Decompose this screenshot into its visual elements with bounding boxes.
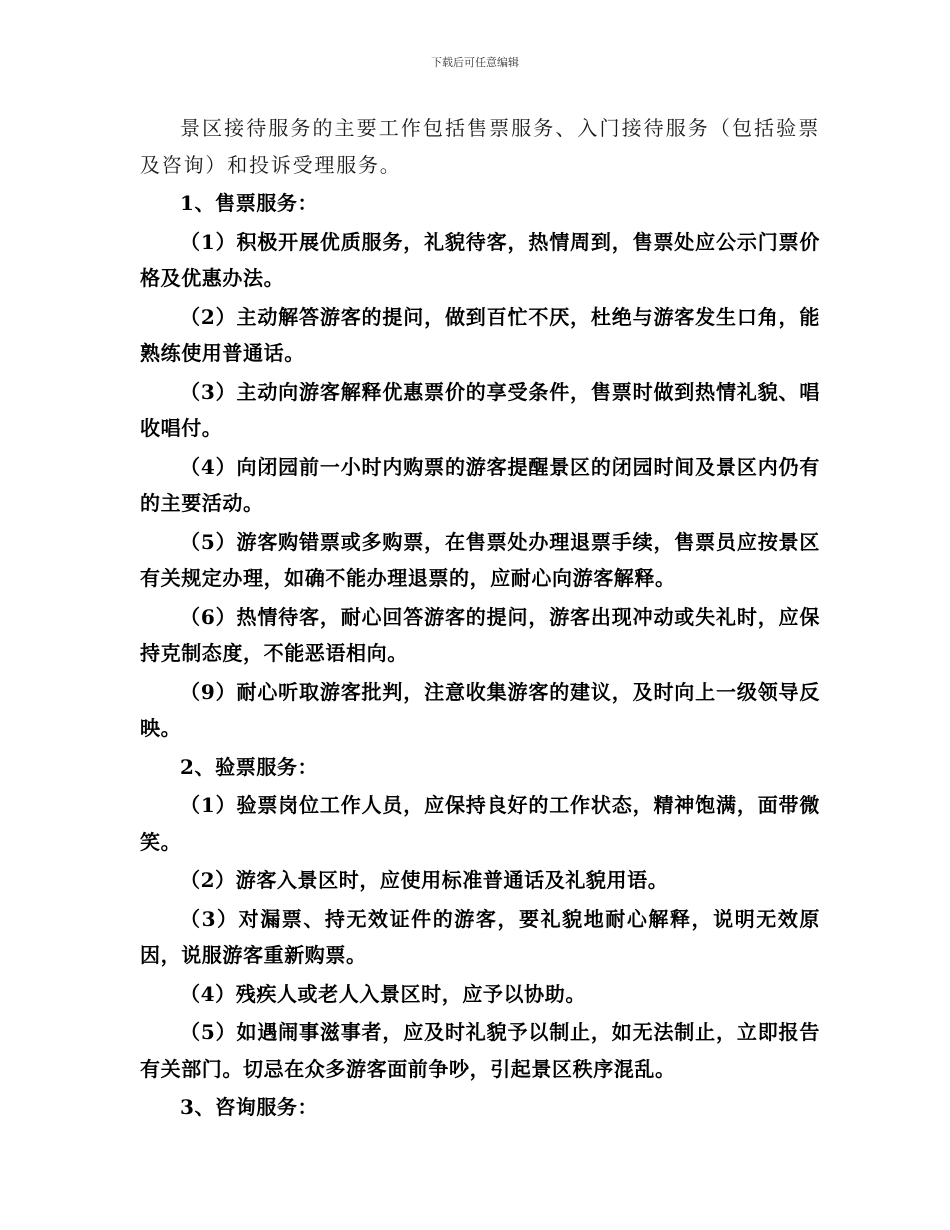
ticketing-item-2: （2）主动解答游客的提问，做到百忙不厌，杜绝与游客发生口角，能熟练使用普通话。: [140, 304, 820, 365]
ticketing-item-6: （6）热情待客，耐心回答游客的提问，游客出现冲动或失礼时，应保持克制态度，不能恶语相向。: [140, 604, 820, 665]
ticket-check-item-1: （1）验票岗位工作人员，应保持良好的工作状态，精神饱满，面带微笑。: [140, 793, 820, 854]
page-header: 下载后可任意编辑: [431, 56, 519, 69]
ticketing-item-4: （4）向闭园前一小时内购票的游客提醒景区的闭园时间及景区内仍有的主要活动。: [140, 454, 820, 515]
section-heading-ticket-check: 2、验票服务：: [180, 754, 319, 779]
ticketing-item-3: （3）主动向游客解释优惠票价的享受条件，售票时做到热情礼貌、唱收唱付。: [140, 379, 820, 440]
ticketing-item-1: （1）积极开展优质服务，礼貌待客，热情周到，售票处应公示门票价格及优惠办法。: [140, 229, 820, 290]
ticketing-item-9: （9）耐心听取游客批判，注意收集游客的建议，及时向上一级领导反映。: [140, 679, 820, 740]
intro-paragraph: 景区接待服务的主要工作包括售票服务、入门接待服务（包括验票及咨询）和投诉受理服务。: [140, 116, 820, 177]
ticketing-item-5: （5）游客购错票或多购票，在售票处办理退票手续，售票员应按景区有关规定办理，如确不能办理退票的，应耐心向游客解释。: [140, 529, 820, 590]
ticket-check-item-3: （3）对漏票、持无效证件的游客，要礼貌地耐心解释，说明无效原因，说服游客重新购票。: [140, 906, 820, 967]
document-body: [140, 110, 820, 1128]
section-heading-ticketing: 1、售票服务：: [180, 191, 319, 215]
ticket-check-item-5: （5）如遇闹事滋事者，应及时礼貌予以制止，如无法制止，立即报告有关部门。切忌在众多游客面前争吵，引起景区秩序混乱。: [140, 1020, 820, 1081]
ticket-check-item-2: （2）游客入景区时，应使用标准普通话及礼貌用语。: [180, 868, 669, 892]
ticket-check-item-4: （4）残疾人或老人入景区时，应予以协助。: [180, 981, 586, 1006]
section-heading-consulting: 3、咨询服务：: [180, 1095, 319, 1119]
